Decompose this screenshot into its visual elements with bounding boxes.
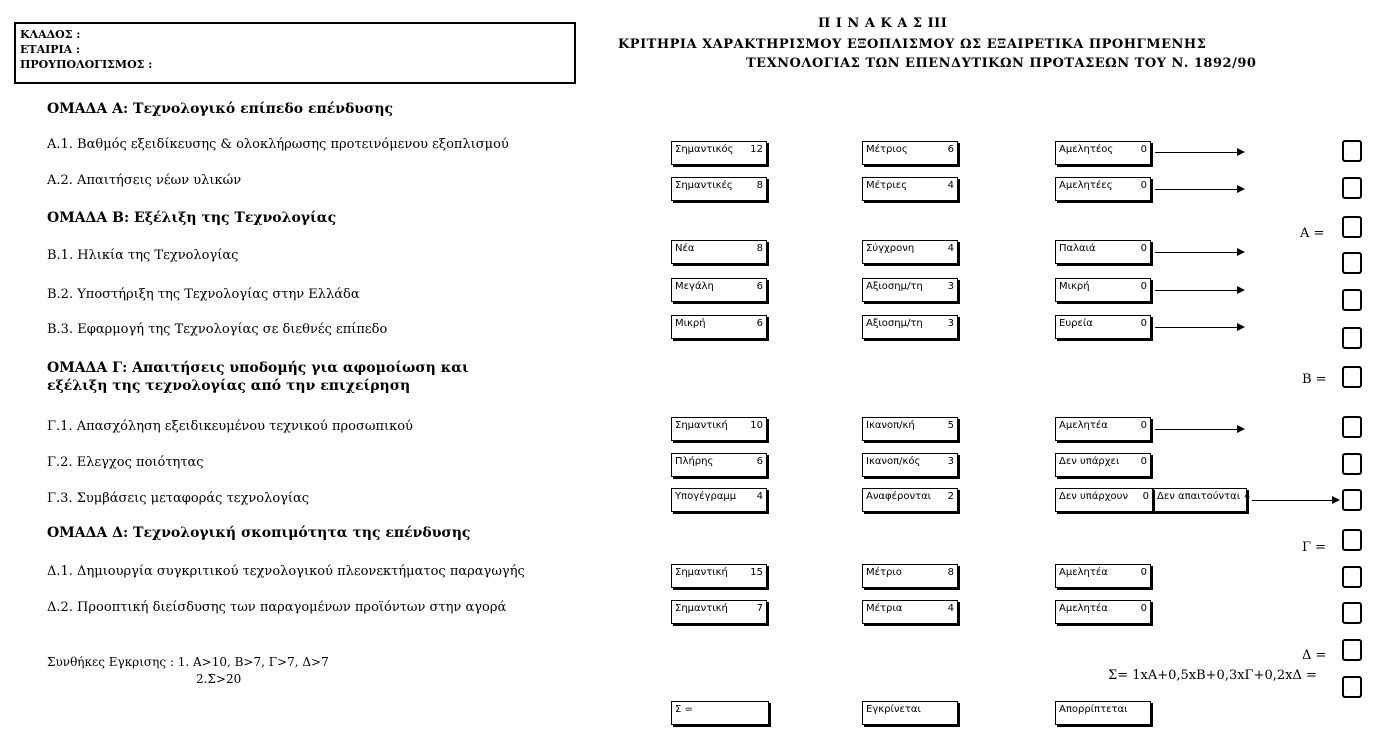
option-box[interactable]: Αξιοσημ/τη 3 (862, 315, 958, 339)
option-box[interactable]: Πλήρης 6 (671, 453, 767, 477)
option-box[interactable]: Δεν υπάρχει 0 (1055, 453, 1151, 477)
arrow-right-icon (1155, 252, 1243, 253)
rejected-box[interactable]: Απορρίπτεται (1055, 701, 1151, 725)
score-box[interactable] (1342, 416, 1362, 438)
total-d-box[interactable] (1342, 639, 1362, 661)
group-c-heading: ΟΜΑΔΑ Γ: Απαιτήσεις υποδομής για αφομοίωση και (47, 360, 469, 376)
sum-formula: Σ= 1xΑ+0,5xΒ+0,3xΓ+0,2xΔ = (1108, 668, 1317, 683)
option-box[interactable]: Υπογέγραμμ 4 (671, 488, 767, 512)
title-line-3: ΤΕΧΝΟΛΟΓΙΑΣ ΤΩΝ ΕΠΕΝΔΥΤΙΚΩΝ ΠΡΟΤΑΣΕΩΝ ΤΟΥ Ν. 1892/90 (746, 56, 1257, 71)
option-box[interactable]: Αμελητέα 0 (1055, 417, 1151, 441)
total-a-box[interactable] (1342, 216, 1362, 238)
criterion-b3-label: Β.3. Εφαρμογή της Τεχνολογίας σε διεθνές επίπεδο (47, 322, 388, 337)
arrow-right-icon (1252, 500, 1338, 501)
arrow-right-icon (1155, 290, 1243, 291)
approval-condition-2: 2.Σ>20 (196, 672, 242, 686)
criterion-c1-label: Γ.1. Απασχόληση εξειδικευμένου τεχνικού προσωπικού (47, 419, 413, 434)
criterion-b2-label: Β.2. Υποστήριξη της Τεχνολογίας στην Ελλάδα (47, 287, 360, 302)
arrow-right-icon (1155, 152, 1243, 153)
score-box[interactable] (1342, 327, 1362, 349)
option-box[interactable]: Αμελητέα 0 (1055, 564, 1151, 588)
option-box[interactable]: Δεν απαιτούνται 4 (1153, 488, 1247, 512)
total-g-box[interactable] (1342, 529, 1362, 551)
criterion-d2-label: Δ.2. Προοπτική διείσδυσης των παραγομένων προϊόντων στην αγορά (47, 600, 507, 615)
option-box[interactable]: Ικανοπ/κή 5 (862, 417, 958, 441)
option-box[interactable]: Νέα 8 (671, 240, 767, 264)
criterion-a1-label: Α.1. Βαθμός εξειδίκευσης & ολοκλήρωσης προτεινόμενου εξοπλισμού (47, 137, 509, 152)
score-box[interactable] (1342, 177, 1362, 199)
criterion-d1-label: Δ.1. Δημιουργία συγκριτικού τεχνολογικού πλεονεκτήματος παραγωγής (47, 564, 525, 579)
option-box[interactable]: Σημαντική 7 (671, 600, 767, 624)
criterion-c2-label: Γ.2. Ελεγχος ποιότητας (47, 455, 204, 470)
total-a-label: Α = (1300, 226, 1325, 241)
company-label: ΕΤΑΙΡΙΑ : (20, 43, 81, 56)
option-box[interactable]: Αμελητέες 0 (1055, 177, 1151, 201)
option-box[interactable]: Σύγχρονη 4 (862, 240, 958, 264)
sector-label: ΚΛΑΔΟΣ : (20, 28, 81, 41)
option-box[interactable]: Παλαιά 0 (1055, 240, 1151, 264)
sum-result-box[interactable]: Σ = (671, 701, 769, 725)
score-box[interactable] (1342, 140, 1362, 162)
score-box[interactable] (1342, 453, 1362, 475)
arrow-right-icon (1155, 327, 1243, 328)
total-g-label: Γ = (1302, 540, 1327, 555)
score-box[interactable] (1342, 252, 1362, 274)
option-box[interactable]: Αναφέρονται 2 (862, 488, 958, 512)
title-line-2: ΚΡΙΤΗΡΙΑ ΧΑΡΑΚΤΗΡΙΣΜΟΥ ΕΞΟΠΛΙΣΜΟΥ ΩΣ ΕΞΑΙΡΕΤΙΚΑ ΠΡΟΗΓΜΕΝΗΣ (618, 37, 1207, 52)
option-box[interactable]: Μέτριες 4 (862, 177, 958, 201)
score-box[interactable] (1342, 289, 1362, 311)
group-c-heading-line-2: εξέλιξη της τεχνολογίας από την επιχείρηση (47, 378, 411, 394)
arrow-right-icon (1155, 189, 1243, 190)
group-b-heading: ΟΜΑΔΑ Β: Εξέλιξη της Τεχνολογίας (47, 210, 337, 226)
option-box[interactable]: Σημαντική 10 (671, 417, 767, 441)
score-box[interactable] (1342, 489, 1362, 511)
criterion-c3-label: Γ.3. Συμβάσεις μεταφοράς τεχνολογίας (47, 491, 310, 506)
table-title: Π Ι Ν Α Κ Α Σ III (818, 16, 948, 31)
criterion-a2-label: Α.2. Απαιτήσεις νέων υλικών (47, 173, 242, 188)
approval-conditions: Συνθήκες Εγκρισης : 1. Α>10, Β>7, Γ>7, Δ>7 (47, 655, 329, 669)
total-b-box[interactable] (1342, 366, 1362, 388)
group-a-heading: ΟΜΑΔΑ Α: Τεχνολογικό επίπεδο επένδυσης (47, 101, 394, 117)
arrow-right-icon (1155, 429, 1243, 430)
group-d-heading: ΟΜΑΔΑ Δ: Τεχνολογική σκοπιμότητα της επένδυσης (47, 525, 471, 541)
score-box[interactable] (1342, 602, 1362, 624)
header-info-box (14, 22, 576, 84)
total-b-label: Β = (1302, 372, 1327, 387)
option-box[interactable]: Σημαντική 15 (671, 564, 767, 588)
option-box[interactable]: Μέτριος 6 (862, 141, 958, 165)
option-box[interactable]: Αξιοσημ/τη 3 (862, 278, 958, 302)
option-box[interactable]: Σημαντικές 8 (671, 177, 767, 201)
option-box[interactable]: Μεγάλη 6 (671, 278, 767, 302)
budget-label: ΠΡΟΥΠΟΛΟΓΙΣΜΟΣ : (20, 58, 153, 71)
option-box[interactable]: Μέτριο 8 (862, 564, 958, 588)
criterion-b1-label: Β.1. Ηλικία της Τεχνολογίας (47, 248, 239, 263)
total-d-label: Δ = (1302, 648, 1327, 663)
option-box[interactable]: Ικανοπ/κός 3 (862, 453, 958, 477)
option-box[interactable]: Μικρή 6 (671, 315, 767, 339)
option-box[interactable]: Μέτρια 4 (862, 600, 958, 624)
approved-box[interactable]: Εγκρίνεται (862, 701, 958, 725)
sum-total-box[interactable] (1342, 676, 1362, 698)
option-box[interactable]: Δεν υπάρχουν 0 (1055, 488, 1153, 512)
option-box[interactable]: Μικρή 0 (1055, 278, 1151, 302)
option-box[interactable]: Ευρεία 0 (1055, 315, 1151, 339)
option-box[interactable]: Αμελητέος 0 (1055, 141, 1151, 165)
score-box[interactable] (1342, 566, 1362, 588)
option-box[interactable]: Αμελητέα 0 (1055, 600, 1151, 624)
option-box[interactable]: Σημαντικός 12 (671, 141, 767, 165)
